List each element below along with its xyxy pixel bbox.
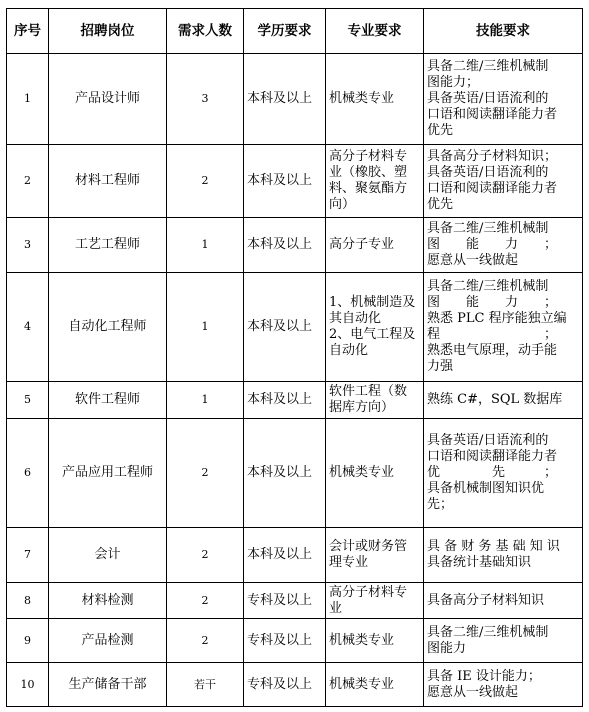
header-count: 需求人数 <box>167 9 244 54</box>
headcount-cell: 2 <box>167 528 244 583</box>
skill-line: 具备英语/日语流利的 <box>427 433 549 448</box>
headcount-cell: 1 <box>167 273 244 382</box>
major-line: 料、聚氨酯方 <box>329 181 408 196</box>
education-cell: 专科及以上 <box>244 663 326 707</box>
row-number: 2 <box>7 145 49 218</box>
headcount-cell: 2 <box>167 583 244 619</box>
skill-line: 熟练 C#，SQL 数据库 <box>427 392 563 407</box>
skills-cell <box>424 619 583 663</box>
position-cell: 产品检测 <box>49 619 167 663</box>
skill-line: 口语和阅读翻译能力者 <box>427 181 558 196</box>
header-education: 学历要求 <box>244 9 326 54</box>
major-cell <box>326 583 424 619</box>
row-number: 7 <box>7 528 49 583</box>
row-number: 1 <box>7 54 49 145</box>
skills-cell <box>424 382 583 419</box>
headcount-cell: 2 <box>167 619 244 663</box>
major-cell <box>326 218 424 273</box>
major-line: 向） <box>329 197 356 212</box>
skills-cell <box>424 419 583 528</box>
headcount-cell: 2 <box>167 419 244 528</box>
table-row <box>7 619 583 663</box>
skills-cell <box>424 218 583 273</box>
table-body <box>7 54 583 707</box>
row-number: 8 <box>7 583 49 619</box>
major-line: 机械类专业 <box>329 465 395 480</box>
skills-cell <box>424 528 583 583</box>
skill-line: 具备高分子材料知识 <box>427 592 545 608</box>
education-cell: 本科及以上 <box>244 218 326 273</box>
education-cell: 专科及以上 <box>244 583 326 619</box>
major-line: 其自动化 <box>329 311 382 326</box>
major-line: 高分子专业 <box>329 237 395 252</box>
skill-line: 程 ； <box>427 327 558 342</box>
major-cell <box>326 54 424 145</box>
major-line: 据库方向） <box>329 400 395 415</box>
table-row <box>7 419 583 528</box>
table-row <box>7 528 583 583</box>
header-position: 招聘岗位 <box>49 9 167 54</box>
skill-line: 优 先 ； <box>427 465 558 480</box>
major-line: 业 <box>329 600 343 616</box>
skill-line: 具备高分子材料知识； <box>427 149 558 164</box>
table-row <box>7 273 583 382</box>
major-cell <box>326 382 424 419</box>
major-line: 高分子材料专 <box>329 584 408 600</box>
position-cell: 会计 <box>49 528 167 583</box>
table-row <box>7 663 583 707</box>
major-line: 机械类专业 <box>329 632 395 648</box>
skill-line: 图 能 力 ； <box>427 237 558 252</box>
major-line: 2、电气工程及 <box>329 327 416 342</box>
skill-line: 具 备 财 务 基 础 知 识 <box>427 539 560 554</box>
skill-line: 具备机械制图知识优 <box>427 481 545 496</box>
position-cell: 自动化工程师 <box>49 273 167 382</box>
skill-line: 愿意从一线做起 <box>427 253 519 268</box>
major-line: 自动化 <box>329 343 369 358</box>
headcount-cell: 若干 <box>167 663 244 707</box>
headcount-cell: 3 <box>167 54 244 145</box>
position-cell: 工艺工程师 <box>49 218 167 273</box>
headcount-cell: 1 <box>167 218 244 273</box>
skill-line: 力强 <box>427 359 454 374</box>
skill-line: 图能力； <box>427 75 480 90</box>
education-cell: 本科及以上 <box>244 54 326 145</box>
skills-cell <box>424 663 583 707</box>
headcount-cell: 2 <box>167 145 244 218</box>
skill-line: 优先 <box>427 123 454 138</box>
major-cell <box>326 273 424 382</box>
skill-line: 口语和阅读翻译能力者 <box>427 107 558 122</box>
skills-cell <box>424 273 583 382</box>
position-cell: 材料工程师 <box>49 145 167 218</box>
header-no: 序号 <box>7 9 49 54</box>
major-cell <box>326 145 424 218</box>
major-line: 机械类专业 <box>329 91 395 106</box>
header-row <box>7 9 583 54</box>
row-number: 3 <box>7 218 49 273</box>
skill-line: 口语和阅读翻译能力者 <box>427 449 558 464</box>
skill-line: 具备二维/三维机械制 <box>427 59 549 74</box>
major-cell <box>326 663 424 707</box>
skill-line: 具备英语/日语流利的 <box>427 91 549 106</box>
skill-line: 具备统计基础知识 <box>427 555 532 570</box>
skill-line: 图能力 <box>427 640 467 656</box>
education-cell: 本科及以上 <box>244 382 326 419</box>
education-cell: 本科及以上 <box>244 145 326 218</box>
skill-line: 先； <box>427 497 454 512</box>
education-cell: 专科及以上 <box>244 619 326 663</box>
major-line: 理专业 <box>329 555 369 570</box>
row-number: 4 <box>7 273 49 382</box>
position-cell: 材料检测 <box>49 583 167 619</box>
major-cell <box>326 419 424 528</box>
skill-line: 具备二维/三维机械制 <box>427 221 549 236</box>
skill-line: 具备二维/三维机械制 <box>427 279 549 294</box>
row-number: 10 <box>7 663 49 707</box>
table-row <box>7 382 583 419</box>
row-number: 5 <box>7 382 49 419</box>
skill-line: 图 能 力 ； <box>427 295 558 310</box>
table-row <box>7 145 583 218</box>
major-cell <box>326 619 424 663</box>
major-line: 会计或财务管 <box>329 539 408 554</box>
recruitment-table <box>6 8 583 707</box>
skills-cell <box>424 54 583 145</box>
headcount-cell: 1 <box>167 382 244 419</box>
major-line: 业（橡胶、塑 <box>329 165 408 180</box>
row-number: 9 <box>7 619 49 663</box>
skill-line: 熟悉 PLC 程序能独立编 <box>427 311 567 326</box>
major-cell <box>326 528 424 583</box>
table-row <box>7 583 583 619</box>
position-cell: 产品设计师 <box>49 54 167 145</box>
skill-line: 愿意从一线做起 <box>427 684 519 700</box>
major-line: 软件工程（数 <box>329 384 408 399</box>
education-cell: 本科及以上 <box>244 419 326 528</box>
major-line: 1、机械制造及 <box>329 295 416 310</box>
position-cell: 生产储备干部 <box>49 663 167 707</box>
education-cell: 本科及以上 <box>244 273 326 382</box>
table-row <box>7 54 583 145</box>
major-line: 高分子材料专 <box>329 149 408 164</box>
skill-line: 具备英语/日语流利的 <box>427 165 549 180</box>
skill-line: 熟悉电气原理，动手能 <box>427 343 558 358</box>
position-cell: 产品应用工程师 <box>49 419 167 528</box>
skill-line: 具备 IE 设计能力； <box>427 668 541 684</box>
skills-cell <box>424 145 583 218</box>
major-line: 机械类专业 <box>329 676 395 692</box>
header-major: 专业要求 <box>326 9 424 54</box>
education-cell: 本科及以上 <box>244 528 326 583</box>
skill-line: 具备二维/三维机械制 <box>427 624 549 640</box>
row-number: 6 <box>7 419 49 528</box>
skill-line: 优先 <box>427 197 454 212</box>
header-skills: 技能要求 <box>424 9 583 54</box>
position-cell: 软件工程师 <box>49 382 167 419</box>
table-row <box>7 218 583 273</box>
skills-cell <box>424 583 583 619</box>
